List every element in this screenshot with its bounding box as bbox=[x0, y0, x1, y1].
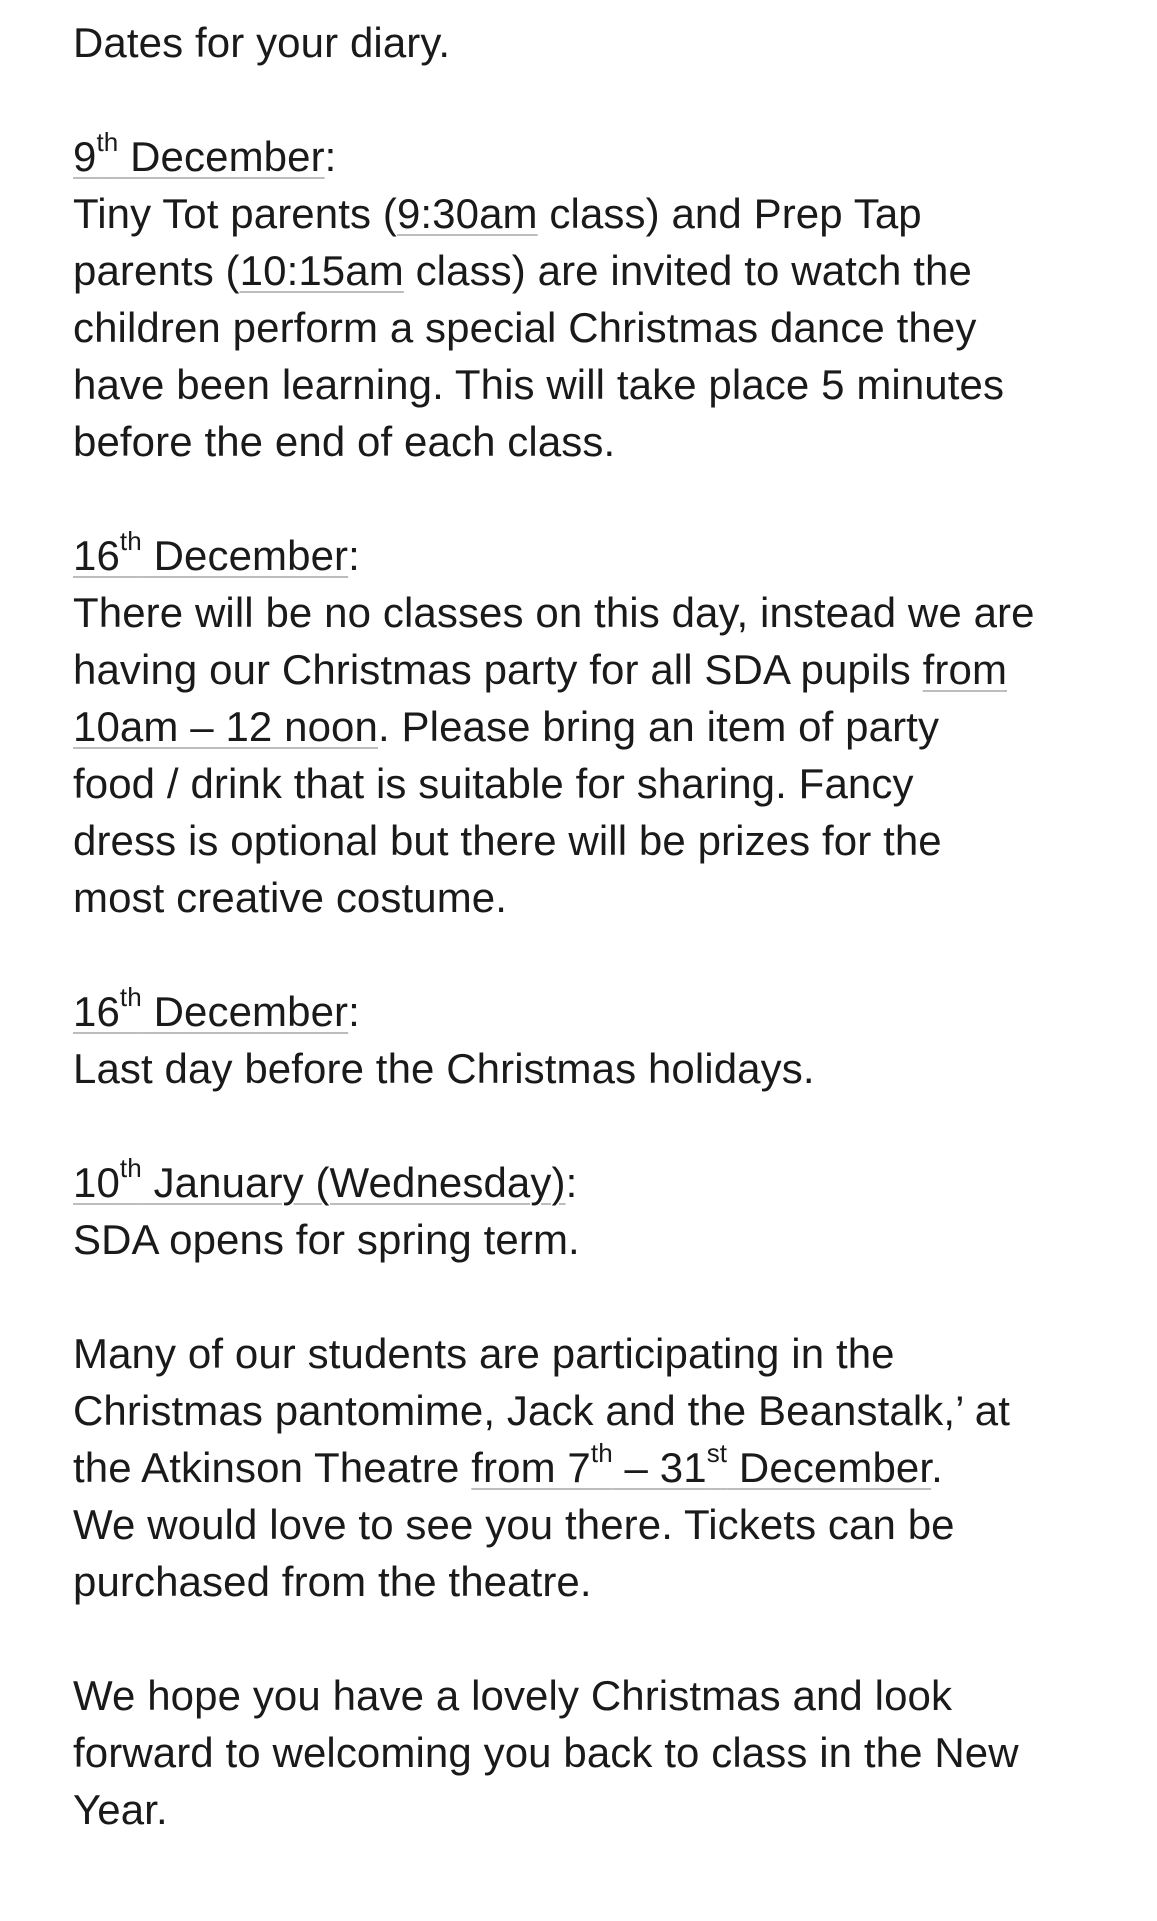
panto-text-line: purchased from the theatre. bbox=[73, 1558, 592, 1605]
event-16-december-last-day bbox=[73, 983, 1133, 1097]
event-date: 10th January (Wednesday): bbox=[73, 1153, 578, 1206]
pantomime-paragraph bbox=[73, 1325, 1133, 1610]
event-date: 16th December: bbox=[73, 982, 360, 1035]
newsletter-body bbox=[73, 14, 1133, 1895]
event-date: 16th December: bbox=[73, 526, 360, 579]
event-text-line: 10am – 12 noon. Please bring an item of party bbox=[73, 703, 940, 750]
event-text-line: Last day before the Christmas holidays. bbox=[73, 1045, 815, 1092]
heading-paragraph bbox=[73, 14, 1133, 71]
event-text-line: There will be no classes on this day, instead we are bbox=[73, 589, 1035, 636]
event-text-line: SDA opens for spring term. bbox=[73, 1216, 580, 1263]
event-10-january bbox=[73, 1154, 1133, 1268]
date-link[interactable]: 10th January (Wednesday) bbox=[73, 1153, 566, 1206]
event-text-line: having our Christmas party for all SDA pupils from bbox=[73, 646, 1008, 693]
event-text-line: most creative costume. bbox=[73, 874, 508, 921]
event-9-december bbox=[73, 128, 1133, 470]
time-link[interactable]: 9:30am bbox=[396, 190, 538, 237]
event-text-line: have been learning. This will take place 5 minutes bbox=[73, 361, 1005, 408]
time-range-link[interactable]: from bbox=[922, 646, 1008, 693]
closing-text-line: Year. bbox=[73, 1786, 168, 1833]
closing-paragraph bbox=[73, 1667, 1133, 1838]
closing-text-line: forward to welcoming you back to class in the New bbox=[73, 1729, 1019, 1776]
panto-text-line: the Atkinson Theatre from 7th – 31st December. bbox=[73, 1438, 943, 1491]
date-link[interactable]: 16th December bbox=[73, 526, 349, 579]
date-range-link[interactable]: from 7th – 31st December bbox=[471, 1438, 932, 1491]
date-link[interactable]: 16th December bbox=[73, 982, 349, 1035]
event-text-line: food / drink that is suitable for sharing. Fancy bbox=[73, 760, 914, 807]
event-date: 9th December: bbox=[73, 127, 337, 180]
date-link[interactable]: 9th December bbox=[73, 127, 325, 180]
time-range-link[interactable]: 10am – 12 noon bbox=[73, 703, 378, 750]
event-16-december-party bbox=[73, 527, 1133, 926]
event-text-line: parents (10:15am class) are invited to watch the bbox=[73, 247, 972, 294]
event-text-line: Tiny Tot parents (9:30am class) and Prep Tap bbox=[73, 190, 922, 237]
event-text-line: dress is optional but there will be prizes for the bbox=[73, 817, 942, 864]
panto-text-line: Many of our students are participating in the bbox=[73, 1330, 895, 1377]
event-text-line: before the end of each class. bbox=[73, 418, 616, 465]
panto-text-line: Christmas pantomime, Jack and the Beanstalk,’ at bbox=[73, 1387, 1011, 1434]
time-link[interactable]: 10:15am bbox=[239, 247, 404, 294]
page-title: Dates for your diary. bbox=[73, 19, 451, 66]
event-text-line: children perform a special Christmas dance they bbox=[73, 304, 977, 351]
closing-text-line: We hope you have a lovely Christmas and look bbox=[73, 1672, 953, 1719]
panto-text-line: We would love to see you there. Tickets can be bbox=[73, 1501, 955, 1548]
